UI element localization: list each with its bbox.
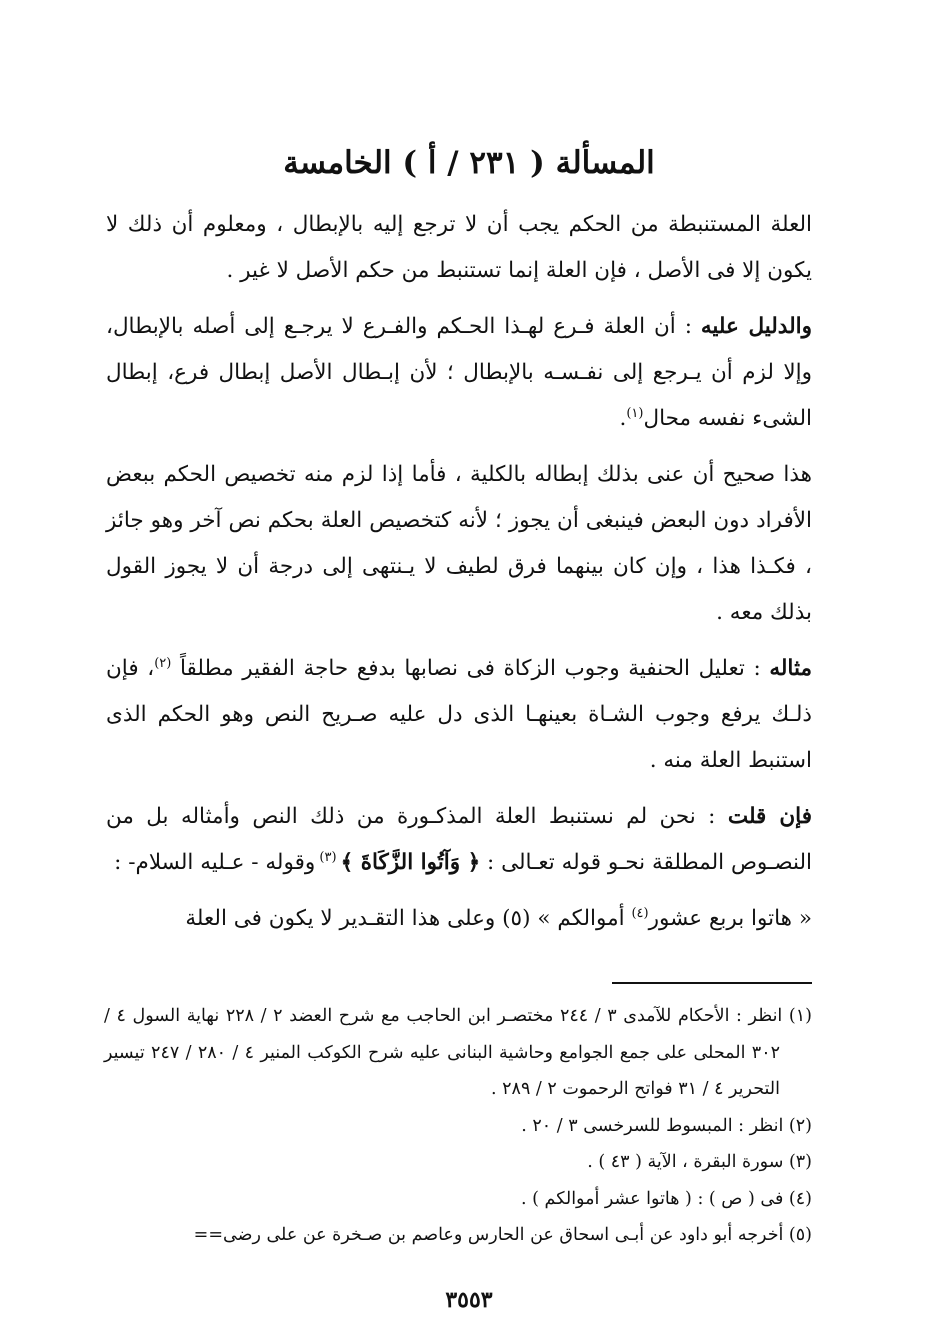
- paragraph-text: « هاتوا بربع عشور: [648, 906, 812, 931]
- paragraph-text: : نحن لم نستنبط العلة المذكـورة من ذلك النص وأمثاله بل من النصـوص المطلقة نحـو قوله تعـالى :: [106, 804, 812, 875]
- main-text: [106, 202, 812, 952]
- paragraph: [106, 202, 812, 294]
- page-title: المسألة ( ٢٣١ / أ ) الخامسة: [283, 145, 655, 181]
- paragraph-text: العلة المستنبطة من الحكم يجب أن لا ترجع إليه بالإبطال ، ومعلوم أن ذلك لا يكون إلا فى الأصل ، فإن العلة إنما تستنبط من حكم الأصل لا غير .: [106, 212, 812, 283]
- paragraph-text: هذا صحيح أن عنى بذلك إبطاله بالكلية ، فأما إذا لزم منه تخصيص الحكم ببعض الأفراد دون البعض فينبغى أن يجوز ؛ لأنه كتخصيص العلة بحكم نص آخر وهو جائز ، فكـذا هذا ، وإن كان بينهما فرق لطيف لا يـنتهى إلى درجة أن لا يجوز القول بذلك معه .: [106, 462, 812, 625]
- footnote: (٤) فى ( ص ) : ( هاتوا عشر أموالكم ) .: [521, 1188, 812, 1209]
- paragraph-lead: مثاله: [769, 656, 812, 681]
- footnotes: [104, 998, 812, 1254]
- footnote: (١) انظر : الأحكام للآمدى ٣ / ٢٤٤ مختصـر ابن الحاجب مع شرح العضد ٢ / ٢٢٨ نهاية السول ٤ / ٣٠٢ المحلى على جمع الجوامع وحاشية البنانى عليه شرح الكوكب المنير ٤ / ٢٨٠ / ٢٤٧ تيسير التحرير ٤ / ٣١ فواتح الرحموت ٢ / ٢٨٩ .: [104, 1006, 812, 1099]
- paragraph-tail: وقوله - عـليه السلام- :: [114, 850, 316, 875]
- paragraph-tail: .: [619, 406, 627, 431]
- footnote: (٢) انظر : المبسوط للسرخسى ٣ / ٢٠ .: [521, 1115, 812, 1136]
- quran-quote: ﴿ وَآتُوا الزَّكَاةَ ﴾: [340, 850, 481, 875]
- footnote: (٣) سورة البقرة ، الآية ( ٤٣ ) .: [587, 1152, 812, 1172]
- paragraph: [106, 452, 812, 636]
- footnote: (٥) أخرجه أبو داود عن أبـى اسحاق عن الحارس وعاصم بن صـخرة عن على رضى==: [193, 1225, 812, 1245]
- paragraph-tail: ، فإن ذلـك يرفع وجوب الشـاة بعينهـا الذى دل عليه صـريح النص وهو الحكم الذى استنبط العلة منه .: [106, 656, 812, 773]
- paragraph: [106, 304, 812, 442]
- paragraph-lead: فإن قلت: [727, 804, 812, 829]
- footnote-marker: (٣): [315, 849, 341, 865]
- paragraph-text: : أن العلة فـرع لهـذا الحـكم والفـرع لا يرجـع إلى أصله بالإبطال، وإلا لزم أن يـرجع إلى نفـسـه بالإبطال ؛ لأن إبـطال الأصل إبطال فرع، إبطال الشىء نفسه محال: [106, 314, 812, 431]
- footnote-marker: (٢): [154, 655, 172, 671]
- footnote-marker: (٤): [631, 905, 649, 921]
- footnote-marker: (١): [626, 405, 644, 421]
- paragraph-lead: والدليل عليه: [700, 314, 812, 339]
- paragraph: [106, 896, 812, 942]
- page-number: ٣٥٥٣: [445, 1287, 493, 1313]
- paragraph: [106, 646, 812, 784]
- paragraph: [106, 794, 812, 886]
- footnote-separator: [612, 982, 812, 984]
- paragraph-tail: أموالكم » (٥) وعلى هذا التقـدير لا يكون فى العلة: [185, 906, 632, 931]
- paragraph-text: : تعليل الحنفية وجوب الزكاة فى نصابها بدفع حاجة الفقير مطلقاً: [171, 656, 770, 681]
